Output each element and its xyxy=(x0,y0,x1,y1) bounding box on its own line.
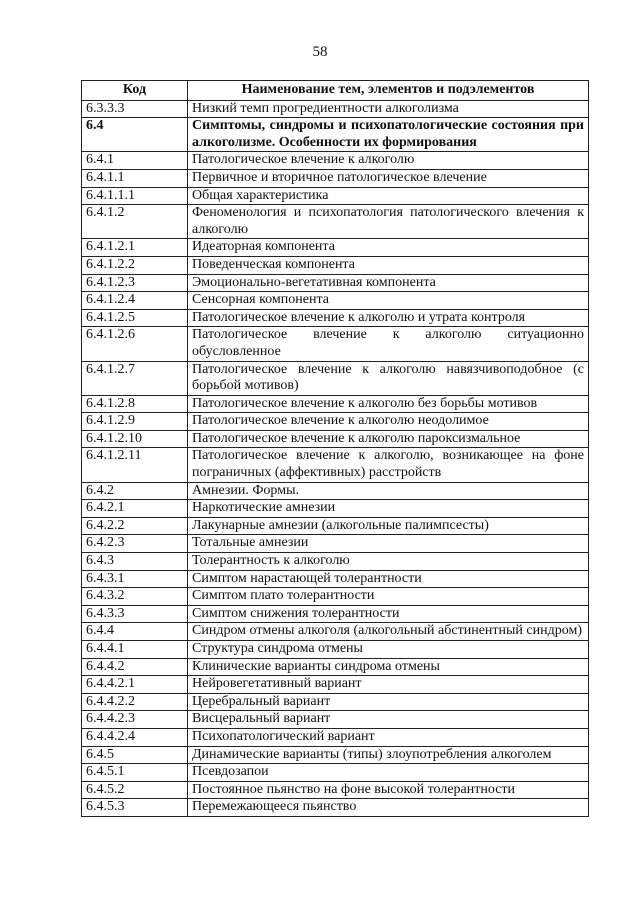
row-code: 6.4.1.2.3 xyxy=(82,274,188,292)
table-row xyxy=(82,482,589,500)
row-code: 6.4.4 xyxy=(82,623,188,641)
row-code: 6.4.2.2 xyxy=(82,517,188,535)
row-name: Перемежающееся пьянство xyxy=(188,799,589,817)
table-row xyxy=(82,623,589,641)
topics-table xyxy=(81,80,589,817)
table-row xyxy=(82,413,589,431)
table-header-row xyxy=(82,81,589,101)
row-code: 6.4.4.2 xyxy=(82,658,188,676)
row-code: 6.4.1.2.7 xyxy=(82,361,188,395)
table-row xyxy=(82,327,589,361)
row-name: Эмоционально-вегетативная компонента xyxy=(188,274,589,292)
table-row xyxy=(82,764,589,782)
row-code: 6.4.2.3 xyxy=(82,535,188,553)
table-row xyxy=(82,152,589,170)
row-code: 6.4.3.2 xyxy=(82,588,188,606)
table-row xyxy=(82,605,589,623)
table-row xyxy=(82,256,589,274)
row-code: 6.4.1.2.9 xyxy=(82,413,188,431)
row-name: Симптом плато толерантности xyxy=(188,588,589,606)
table-row xyxy=(82,361,589,395)
table-row xyxy=(82,711,589,729)
row-code: 6.4.4.1 xyxy=(82,641,188,659)
row-name: Психопатологический вариант xyxy=(188,728,589,746)
row-code: 6.4.3.3 xyxy=(82,605,188,623)
row-code: 6.4.1.2.4 xyxy=(82,292,188,310)
row-name: Динамические варианты (типы) злоупотребления алкоголем xyxy=(188,746,589,764)
row-name: Поведенческая компонента xyxy=(188,256,589,274)
table-row xyxy=(82,728,589,746)
row-name: Структура синдрома отмены xyxy=(188,641,589,659)
table-row xyxy=(82,239,589,257)
table-row xyxy=(82,274,589,292)
row-name: Синдром отмены алкоголя (алкогольный абстинентный синдром) xyxy=(188,623,589,641)
row-name: Патологическое влечение к алкоголю xyxy=(188,152,589,170)
table-row xyxy=(82,448,589,482)
row-code: 6.4.1.1.1 xyxy=(82,187,188,205)
table-row xyxy=(82,641,589,659)
row-name: Псевдозапои xyxy=(188,764,589,782)
table-row xyxy=(82,517,589,535)
row-name: Симптом снижения толерантности xyxy=(188,605,589,623)
row-code: 6.4.2 xyxy=(82,482,188,500)
table-row xyxy=(82,693,589,711)
row-name: Висцеральный вариант xyxy=(188,711,589,729)
row-code: 6.4.4.2.1 xyxy=(82,676,188,694)
row-name: Амнезии. Формы. xyxy=(188,482,589,500)
row-code: 6.4.4.2.3 xyxy=(82,711,188,729)
row-code: 6.4.5.1 xyxy=(82,764,188,782)
table-row xyxy=(82,676,589,694)
row-name: Патологическое влечение к алкоголю, возникающее на фоне пограничных (аффективных) расстройств xyxy=(188,448,589,482)
row-code: 6.4.1.2.2 xyxy=(82,256,188,274)
table-row xyxy=(82,535,589,553)
row-code: 6.4.1.2.5 xyxy=(82,309,188,327)
row-code: 6.4.4.2.2 xyxy=(82,693,188,711)
table-row xyxy=(82,570,589,588)
row-code: 6.4.5.3 xyxy=(82,799,188,817)
table-row xyxy=(82,588,589,606)
table-row xyxy=(82,799,589,817)
row-name: Низкий темп прогредиентности алкоголизма xyxy=(188,100,589,118)
row-name: Тотальные амнезии xyxy=(188,535,589,553)
row-name: Церебральный вариант xyxy=(188,693,589,711)
page-number: 58 xyxy=(312,44,328,60)
row-name: Толерантность к алкоголю xyxy=(188,553,589,571)
row-code: 6.4.2.1 xyxy=(82,500,188,518)
row-code: 6.4.1.2.1 xyxy=(82,239,188,257)
row-name: Феноменология и психопатология патологического влечения к алкоголю xyxy=(188,205,589,239)
row-code: 6.4.3 xyxy=(82,553,188,571)
row-code: 6.4.1.2.6 xyxy=(82,327,188,361)
table-row xyxy=(82,430,589,448)
row-name: Патологическое влечение к алкоголю неодолимое xyxy=(188,413,589,431)
row-code: 6.3.3.3 xyxy=(82,100,188,118)
table-row xyxy=(82,500,589,518)
table-row xyxy=(82,100,589,118)
table-row xyxy=(82,169,589,187)
table-row xyxy=(82,205,589,239)
row-name: Патологическое влечение к алкоголю и утрата контроля xyxy=(188,309,589,327)
row-name: Симптомы, синдромы и психопатологические состояния при алкоголизме. Особенности их формирования xyxy=(188,118,589,152)
row-code: 6.4.5 xyxy=(82,746,188,764)
table-row xyxy=(82,781,589,799)
row-code: 6.4.1.2 xyxy=(82,205,188,239)
row-code: 6.4.4.2.4 xyxy=(82,728,188,746)
row-code: 6.4.1.2.10 xyxy=(82,430,188,448)
table-row xyxy=(82,187,589,205)
table-body xyxy=(82,100,589,816)
table-row xyxy=(82,553,589,571)
row-name: Патологическое влечение к алкоголю без борьбы мотивов xyxy=(188,395,589,413)
table-row xyxy=(82,746,589,764)
row-name: Наркотические амнезии xyxy=(188,500,589,518)
row-name: Патологическое влечение к алкоголю ситуационно обусловленное xyxy=(188,327,589,361)
row-code: 6.4.3.1 xyxy=(82,570,188,588)
row-code: 6.4.1.2.11 xyxy=(82,448,188,482)
row-code: 6.4 xyxy=(82,118,188,152)
table-row xyxy=(82,658,589,676)
row-name: Нейровегетативный вариант xyxy=(188,676,589,694)
row-name: Идеаторная компонента xyxy=(188,239,589,257)
row-name: Клинические варианты синдрома отмены xyxy=(188,658,589,676)
row-code: 6.4.1.1 xyxy=(82,169,188,187)
row-code: 6.4.1.2.8 xyxy=(82,395,188,413)
table-row xyxy=(82,309,589,327)
row-name: Симптом нарастающей толерантности xyxy=(188,570,589,588)
row-code: 6.4.5.2 xyxy=(82,781,188,799)
row-name: Сенсорная компонента xyxy=(188,292,589,310)
row-name: Постоянное пьянство на фоне высокой толерантности xyxy=(188,781,589,799)
row-code: 6.4.1 xyxy=(82,152,188,170)
row-name: Лакунарные амнезии (алкогольные палимпсесты) xyxy=(188,517,589,535)
table-row xyxy=(82,118,589,152)
table-row xyxy=(82,292,589,310)
header-name: Наименование тем, элементов и подэлементов xyxy=(188,81,589,101)
header-code: Код xyxy=(82,81,188,101)
table-row xyxy=(82,395,589,413)
row-name: Патологическое влечение к алкоголю навязчивоподобное (с борьбой мотивов) xyxy=(188,361,589,395)
row-name: Первичное и вторичное патологическое влечение xyxy=(188,169,589,187)
row-name: Патологическое влечение к алкоголю пароксизмальное xyxy=(188,430,589,448)
row-name: Общая характеристика xyxy=(188,187,589,205)
